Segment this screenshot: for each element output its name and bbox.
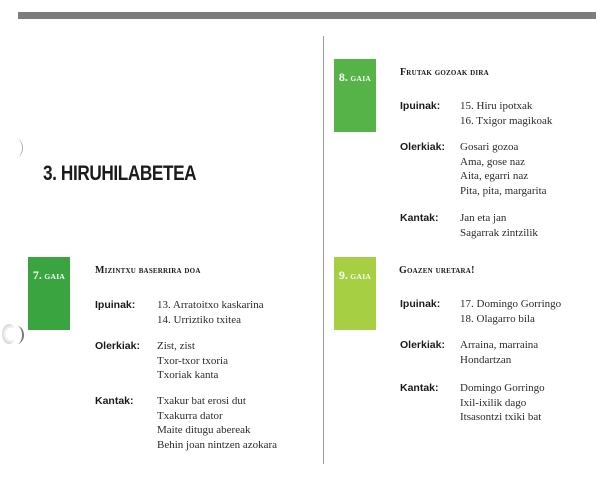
gaia-8-number: 8. bbox=[338, 70, 348, 84]
gaia-8-badge bbox=[334, 59, 376, 132]
list-item: Ama, gose naz bbox=[460, 155, 526, 168]
gaia-9-label: GAIA bbox=[350, 272, 372, 281]
list-item: Jan eta jan bbox=[460, 212, 507, 224]
list-item: Txoriak kanta bbox=[157, 369, 219, 381]
olerkiak-label: Olerkiak: bbox=[95, 340, 140, 352]
list-item: Maite ditugu abereak bbox=[157, 424, 251, 436]
ipuinak-label: Ipuinak: bbox=[400, 298, 441, 310]
gaia-9-badge bbox=[334, 257, 376, 330]
ipuinak-label: Ipuinak: bbox=[95, 299, 136, 311]
olerkiak-label: Olerkiak: bbox=[400, 141, 445, 153]
list-item: 16. Txigor magikoak bbox=[460, 114, 553, 127]
binder-hole-bottom bbox=[10, 326, 24, 344]
gaia-7-title: Mizintxu baserrira doa bbox=[95, 265, 201, 276]
gaia-7-number: 7. bbox=[32, 268, 42, 282]
gaia-7-badge bbox=[28, 257, 70, 330]
list-item: Txakurra dator bbox=[157, 409, 223, 422]
gaia-9-title: Goazen uretara! bbox=[399, 265, 475, 276]
gaia-8-title: Frutak gozoak dira bbox=[400, 67, 489, 78]
list-item: Zist, zist bbox=[157, 340, 195, 352]
gaia-9-number: 9. bbox=[338, 268, 348, 282]
list-item: 17. Domingo Gorringo bbox=[460, 298, 562, 310]
list-item: Aita, egarri naz bbox=[460, 170, 529, 182]
list-item: Pita, pita, margarita bbox=[460, 184, 547, 197]
list-item: Txakur bat erosi dut bbox=[157, 395, 246, 407]
list-item: Domingo Gorringo bbox=[460, 382, 545, 394]
list-item: Txor-txor txoria bbox=[157, 354, 228, 367]
list-item: Ixil-ixilik dago bbox=[460, 396, 527, 409]
list-item: 14. Urriztiko txitea bbox=[157, 313, 242, 326]
kantak-label: Kantak: bbox=[95, 395, 134, 407]
list-item: 18. Olagarro bila bbox=[460, 312, 535, 325]
top-divider-bar bbox=[18, 12, 596, 19]
binder-hole-top bbox=[10, 139, 23, 157]
page-title: 3. HIRUHILABETEA bbox=[43, 162, 197, 185]
list-item: Arraina, marraina bbox=[460, 339, 539, 351]
ipuinak-label: Ipuinak: bbox=[400, 100, 441, 112]
list-item: 15. Hiru ipotxak bbox=[460, 100, 533, 112]
gaia-8-label: GAIA bbox=[350, 74, 372, 83]
column-divider bbox=[323, 36, 324, 464]
list-item: Behin joan nintzen azokara bbox=[157, 438, 278, 451]
list-item: 13. Arratoitxo kaskarina bbox=[157, 299, 264, 311]
list-item: Sagarrak zintzilik bbox=[460, 226, 538, 239]
list-item: Itsasontzi txiki bat bbox=[460, 411, 542, 423]
kantak-label: Kantak: bbox=[400, 212, 439, 224]
olerkiak-label: Olerkiak: bbox=[400, 339, 445, 351]
kantak-label: Kantak: bbox=[400, 382, 439, 394]
list-item: Hondartzan bbox=[460, 353, 512, 366]
gaia-7-label: GAIA bbox=[44, 272, 66, 281]
list-item: Gosari gozoa bbox=[460, 141, 519, 153]
